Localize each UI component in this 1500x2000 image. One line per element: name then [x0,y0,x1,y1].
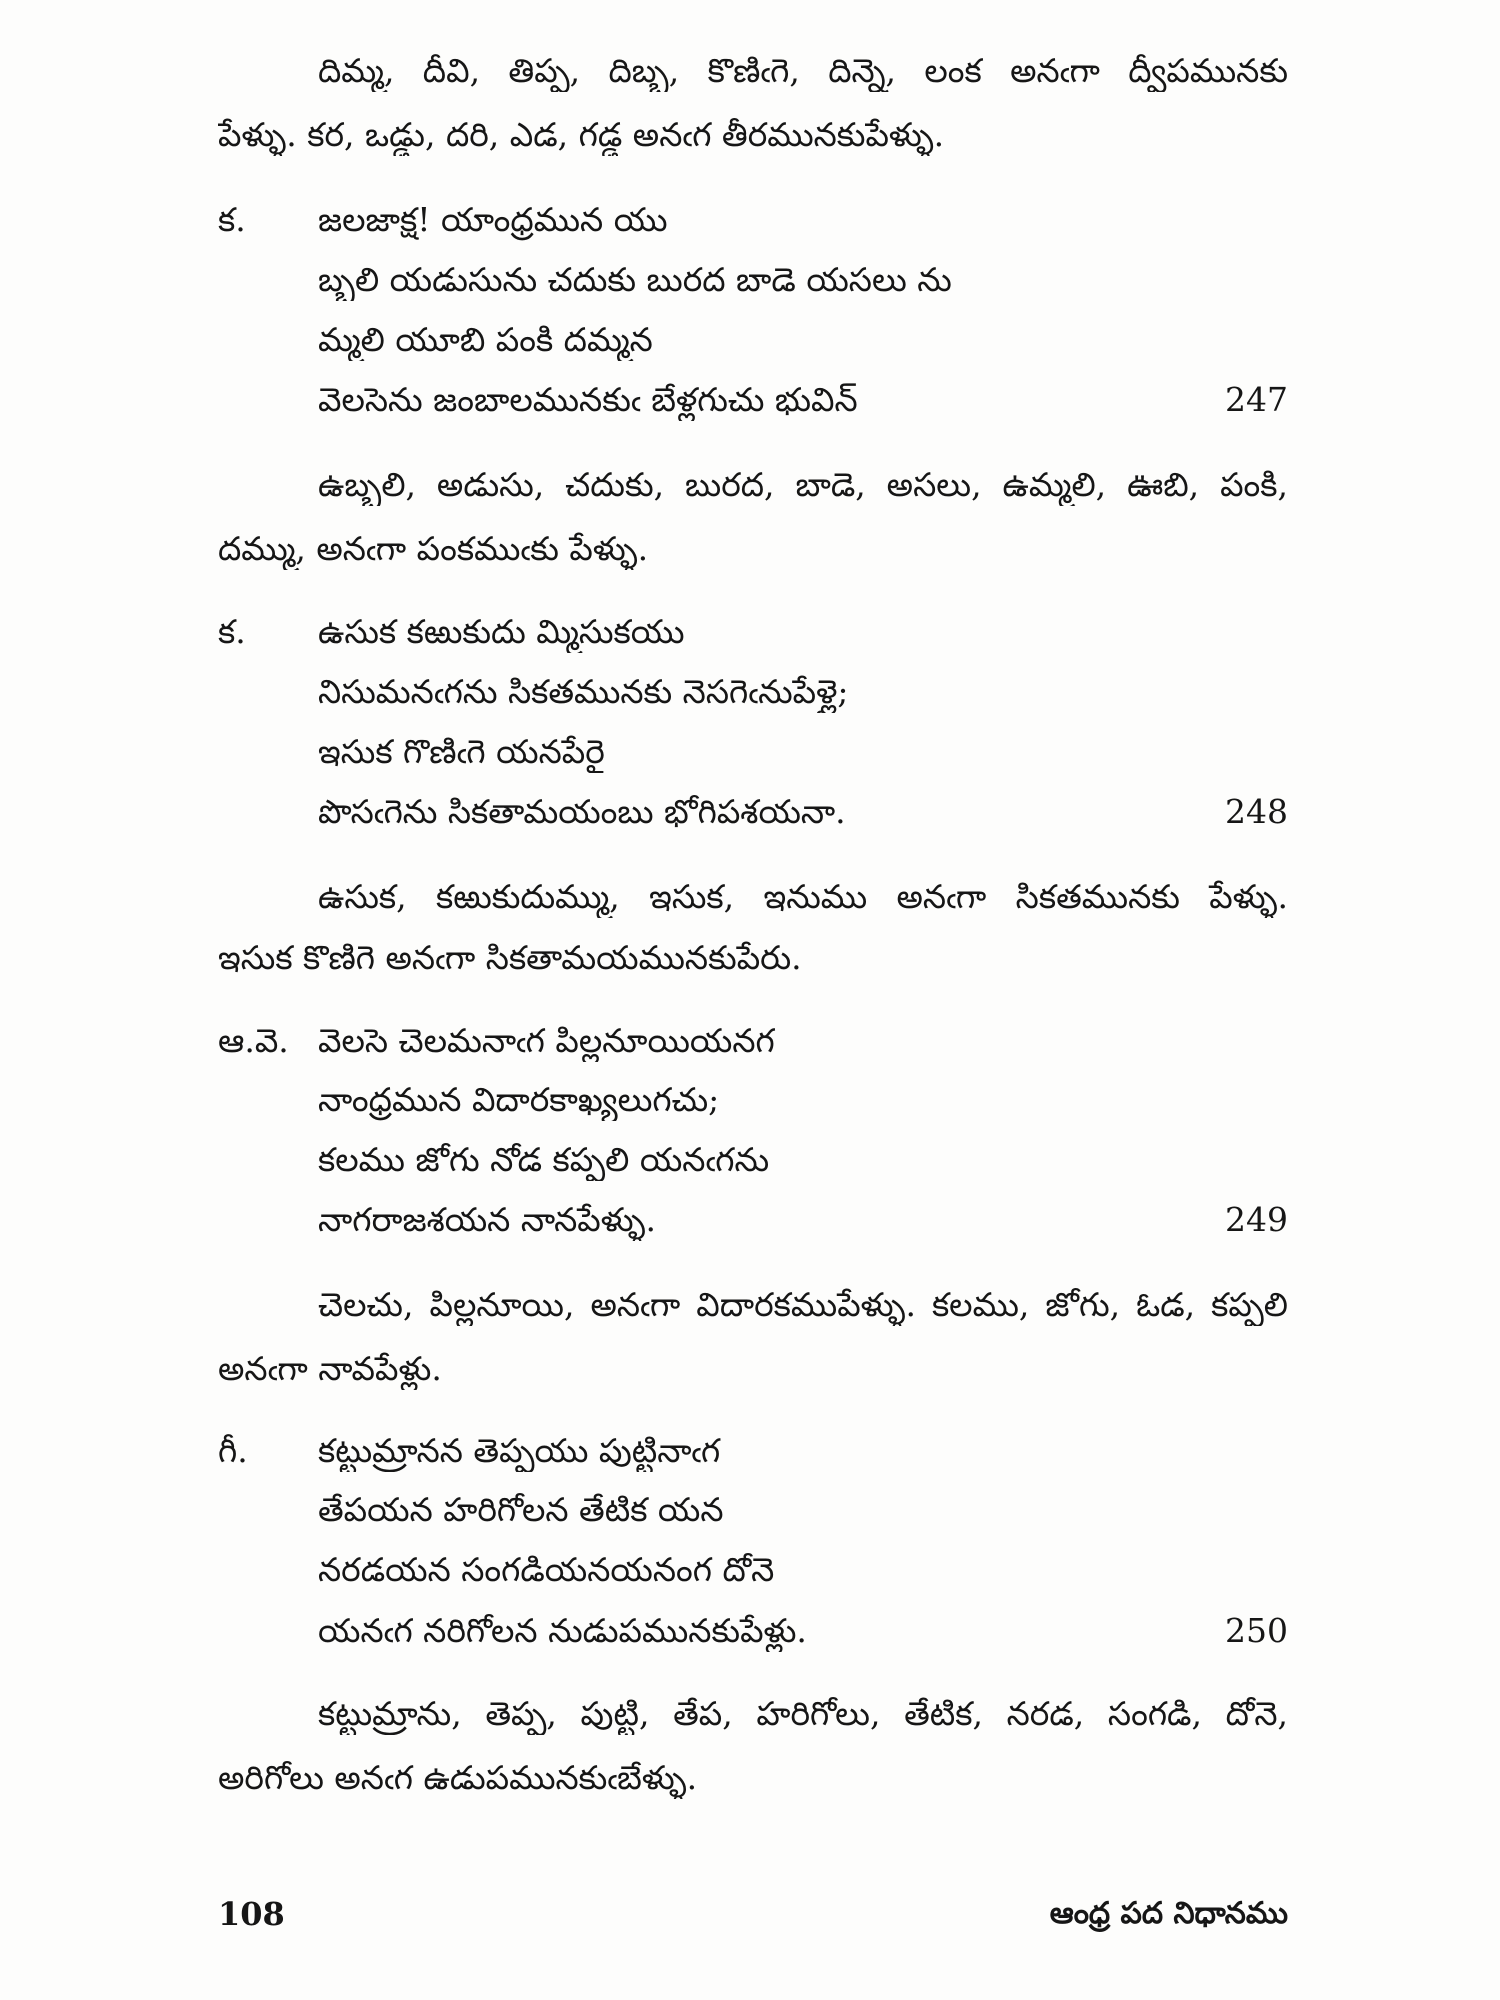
prose-line: దిమ్మ, దీవి, తిప్ప, దిబ్బ, కొణిఁగె, దిన్నె, లంక అనఁగా ద్వీపమునకు [318,51,1288,90]
prose-line: చెలచు, పిల్లనూయి, అనఁగా విదారకముపేళ్ళు. కలము, జోగు, ఓడ, కప్పలి [318,1285,1288,1324]
verse-meter-label: గీ. [218,1431,248,1470]
prose-line: పేళ్ళు. కర, ఒడ్డు, దరి, ఎడ, గడ్డ అనఁగ తీరమునకుపేళ్ళు. [218,115,945,154]
verse-meter-label: క. [218,200,246,239]
verse-line: బ్బలి యడుసును చదుకు బురద బాడె యసలు ను [318,260,952,299]
verse-line: కలము జోగు నోడ కప్పలి యనఁగను [318,1140,770,1179]
verse-line: నాంధ్రమున విదారకాఖ్యలుగచు; [318,1080,720,1119]
prose-line: ఉసుక, కఱుకుదుమ్ము, ఇసుక, ఇనుము అనఁగా సికతమునకు పేళ్ళు. [318,877,1288,916]
page-number: 108 [218,1895,285,1933]
verse-meter-label: క. [218,612,246,651]
prose-line: ఉబ్బలి, అడుసు, చదుకు, బురద, బాడె, అసలు, ఉమ్మలి, ఊబి, పంకి, [318,465,1288,504]
running-footer-title: ఆంధ్ర పద నిధానము [1049,1896,1288,1931]
verse-number: 250 [1225,1611,1288,1650]
verse-line: ఉసుక కఱుకుదు మ్మిసుకయు [318,612,685,651]
verse-line: పొసఁగెను సికతామయంబు భోగిపశయనా. [318,792,846,831]
verse-line: యనఁగ నరిగోలన నుడుపమునకుపేళ్లు. [318,1611,807,1650]
prose-line: దమ్ము, అనఁగా పంకముఁకు పేళ్ళు. [218,529,649,568]
prose-line: అనఁగా నావపేళ్లు. [218,1349,442,1388]
verse-line: కట్టుమ్రానన తెప్పయు పుట్టినాఁగ [318,1431,721,1470]
verse-line: మ్మలి యూబి పంకి దమ్మన [318,320,653,359]
verse-line: వెలసెను జంబాలమునకుఁ బేళ్లగుచు భువిన్ [318,380,858,419]
verse-line: నరడయన సంగడియనయనంగ దోనె [318,1550,775,1589]
prose-line: అరిగోలు అనఁగ ఉడుపమునకుఁబేళ్ళు. [218,1758,698,1797]
verse-number: 249 [1225,1200,1288,1239]
prose-line: కట్టుమ్రాను, తెప్ప, పుట్టి, తేప, హరిగోలు, తేటిక, నరడ, సంగడి, దోనె, [318,1694,1288,1733]
verse-line: నాగరాజశయన నానపేళ్ళు. [318,1200,656,1239]
verse-line: ఇసుక గొణిఁగె యనపేరై [318,732,605,771]
verse-number: 247 [1225,380,1288,419]
verse-number: 248 [1225,792,1288,831]
verse-line: తేపయన హరిగోలన తేటిక యన [318,1490,724,1529]
verse-line: జలజాక్ష! యాంధ్రమున యు [318,200,668,239]
verse-line: నిసుమనఁగను సికతమునకు నెసగెఁనుపేళ్లై; [318,672,849,711]
prose-line: ఇసుక కొణిగె అనఁగా సికతామయమునకుపేరు. [218,938,802,977]
verse-meter-label: ఆ.వె. [218,1021,289,1060]
verse-line: వెలసె చెలమనాఁగ పిల్లనూయియనగ [318,1021,775,1060]
